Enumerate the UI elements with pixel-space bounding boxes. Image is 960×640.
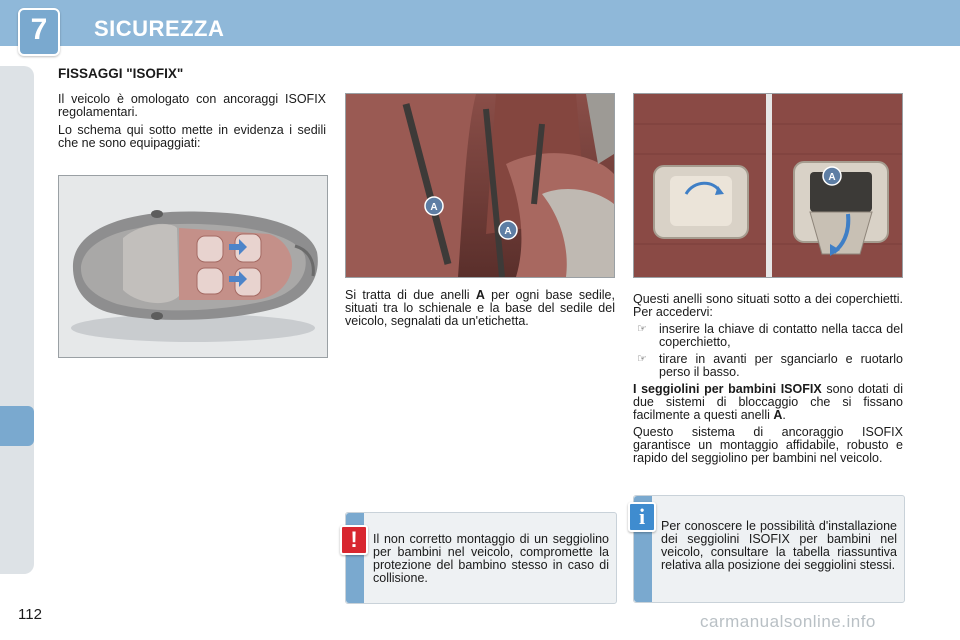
- bullet-item: [633, 353, 903, 379]
- side-rail: [0, 66, 34, 574]
- text-fragment: sono dotati di due sistemi di bloccaggio che si fissano facilmente a questi anelli: [633, 382, 903, 422]
- anchor-description: [345, 289, 615, 328]
- side-rail-tab[interactable]: [0, 406, 34, 446]
- access-paragraph: Questi anelli sono situati sotto a dei coperchietti. Per accedervi:: [633, 292, 903, 319]
- intro-paragraph: Il veicolo è omologato con ancoraggi ISOFIX regolamentari.: [58, 92, 326, 119]
- anchor-label: A: [828, 172, 836, 183]
- pointing-hand-icon: ☞: [637, 323, 647, 335]
- bullet-text: tirare in avanti per sganciarlo e ruotarlo perso il basso.: [659, 352, 903, 379]
- bold-letter: A: [475, 288, 485, 302]
- intro-text: [58, 93, 326, 150]
- info-note: [633, 495, 905, 603]
- warning-note: [345, 512, 617, 604]
- anchor-label: A: [430, 202, 438, 213]
- system-paragraph: Questo sistema di ancoraggio ISOFIX garantisce un montaggio affidabile, robusto e rapido del seggiolino per bambini nel veicolo.: [633, 425, 903, 465]
- page-number: 112: [18, 606, 42, 623]
- anchor-label: A: [504, 226, 512, 237]
- text-fragment: .: [782, 408, 786, 422]
- bullet-item: [633, 323, 903, 349]
- section-title: FISSAGGI "ISOFIX": [58, 66, 184, 81]
- warning-text: Il non corretto montaggio di un seggiolino per bambini nel veicolo, compromette la protezione del bambino stesso in caso di collisione.: [373, 532, 609, 585]
- text-fragment: per ogni base sedile, situati tra lo schienale e la base del sedile del veicolo, segnalati da un'etichetta.: [345, 288, 615, 328]
- bullet-text: inserire la chiave di contatto nella tacca del coperchietto,: [659, 322, 903, 349]
- info-text: Per conoscere le possibilità d'installazione dei seggiolini ISOFIX per bambini nel veicolo, consultare la tabella riassuntiva relativa alla posizione dei seggiolini stessi.: [661, 519, 897, 572]
- bold-text: I seggiolini per bambini ISOFIX: [633, 382, 822, 396]
- isofix-cover-photo: [633, 93, 903, 278]
- watermark: carmanualsonline.info: [700, 612, 876, 631]
- car-isofix-illustration: [58, 175, 328, 358]
- intro-paragraph: Lo schema qui sotto mette in evidenza i sedili che ne sono equipaggiati:: [58, 123, 326, 150]
- rear-seat-photo: [345, 93, 615, 278]
- info-icon: i: [628, 502, 656, 532]
- text-fragment: Si tratta di due anelli: [345, 288, 476, 302]
- chapter-badge: [18, 8, 60, 56]
- bold-letter: A: [773, 408, 783, 422]
- right-column: [633, 293, 903, 469]
- chapter-title: SICUREZZA: [94, 16, 225, 41]
- warning-icon: !: [340, 525, 368, 555]
- seats-paragraph: [633, 383, 903, 422]
- chapter-number: 7: [30, 13, 48, 46]
- pointing-hand-icon: ☞: [637, 353, 647, 365]
